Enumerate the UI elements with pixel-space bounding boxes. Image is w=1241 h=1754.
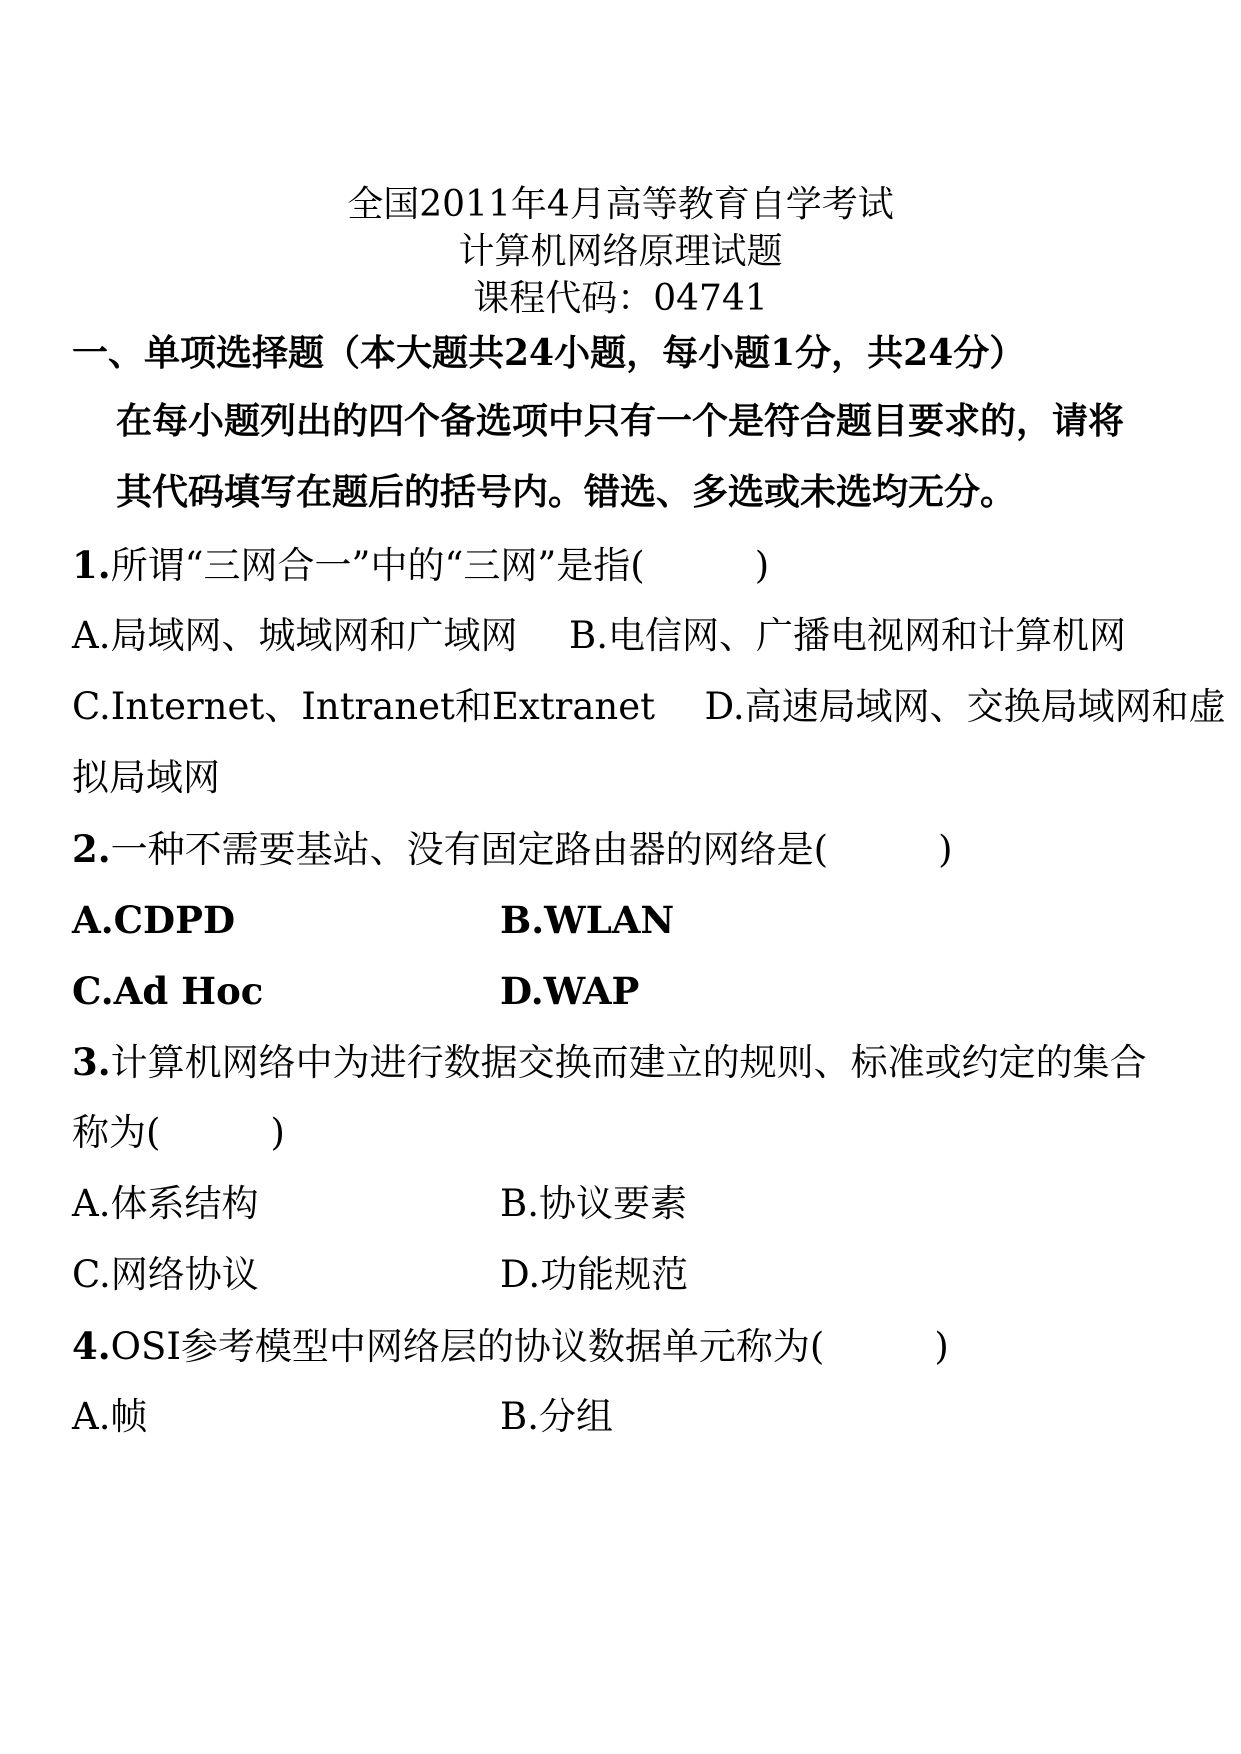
answer-paren-close: )	[270, 1111, 285, 1154]
option-a: A.CDPD	[72, 898, 236, 942]
question-text: OSI参考模型中网络层的协议数据单元称为(	[110, 1325, 825, 1368]
answer-paren-close: )	[938, 828, 953, 871]
option-d: D.WAP	[500, 969, 640, 1013]
question-3-options-ab	[0, 1179, 1241, 1229]
question-1-options-ab	[72, 611, 1126, 661]
option-d: D.功能规范	[500, 1253, 689, 1296]
option-b: B.分组	[500, 1395, 613, 1438]
question-text: 一种不需要基站、没有固定路由器的网络是(	[110, 828, 829, 871]
option-d: D.高速局域网、交换局域网和虚	[704, 685, 1226, 728]
question-4-stem	[72, 1321, 949, 1372]
question-4-options-ab	[0, 1392, 1241, 1442]
question-2-options-cd	[0, 966, 1241, 1016]
subject-title: 计算机网络原理试题	[458, 231, 783, 272]
option-c: C.Internet、Intranet和Extranet	[72, 685, 655, 728]
section-heading: 一、单项选择题（本大题共24小题，每小题1分，共24分）	[72, 332, 1026, 374]
question-1-stem	[72, 540, 769, 591]
option-a: A.帧	[72, 1395, 148, 1438]
course-code: 课程代码：04741	[473, 278, 768, 319]
question-text: 所谓“三网合一”中的“三网”是指(	[110, 544, 645, 587]
question-text: 计算机网络中为进行数据交换而建立的规则、标准或约定的集合	[110, 1041, 1147, 1084]
option-c: C.Ad Hoc	[72, 969, 264, 1013]
option-b: B.WLAN	[500, 898, 675, 942]
question-2-options-ab	[0, 895, 1241, 945]
option-b: B.协议要素	[500, 1182, 687, 1225]
option-c: C.网络协议	[72, 1253, 259, 1296]
question-text: 称为(	[72, 1111, 161, 1154]
question-3-options-cd	[0, 1250, 1241, 1300]
question-number: 2.	[72, 827, 111, 871]
option-b: B.电信网、广播电视网和计算机网	[569, 614, 1126, 657]
question-number: 4.	[72, 1324, 111, 1368]
question-1-option-d-continued: 拟局域网	[72, 756, 220, 799]
answer-paren-close: )	[754, 544, 770, 587]
answer-paren-close: )	[934, 1325, 949, 1368]
option-a: A.局域网、城域网和广域网	[72, 614, 518, 657]
question-2-stem	[72, 824, 953, 875]
question-number: 1.	[72, 543, 111, 587]
question-number: 3.	[72, 1040, 111, 1084]
option-a: A.体系结构	[72, 1182, 259, 1225]
question-1-options-cd	[72, 682, 1226, 732]
question-3-stem-continued	[72, 1108, 285, 1158]
section-instruction-line1: 在每小题列出的四个备选项中只有一个是符合题目要求的，请将	[116, 400, 1125, 442]
section-instruction-line2: 其代码填写在题后的括号内。错选、多选或未选均无分。	[116, 471, 1017, 513]
exam-title: 全国2011年4月高等教育自学考试	[347, 184, 894, 225]
question-3-stem	[72, 1037, 1147, 1088]
